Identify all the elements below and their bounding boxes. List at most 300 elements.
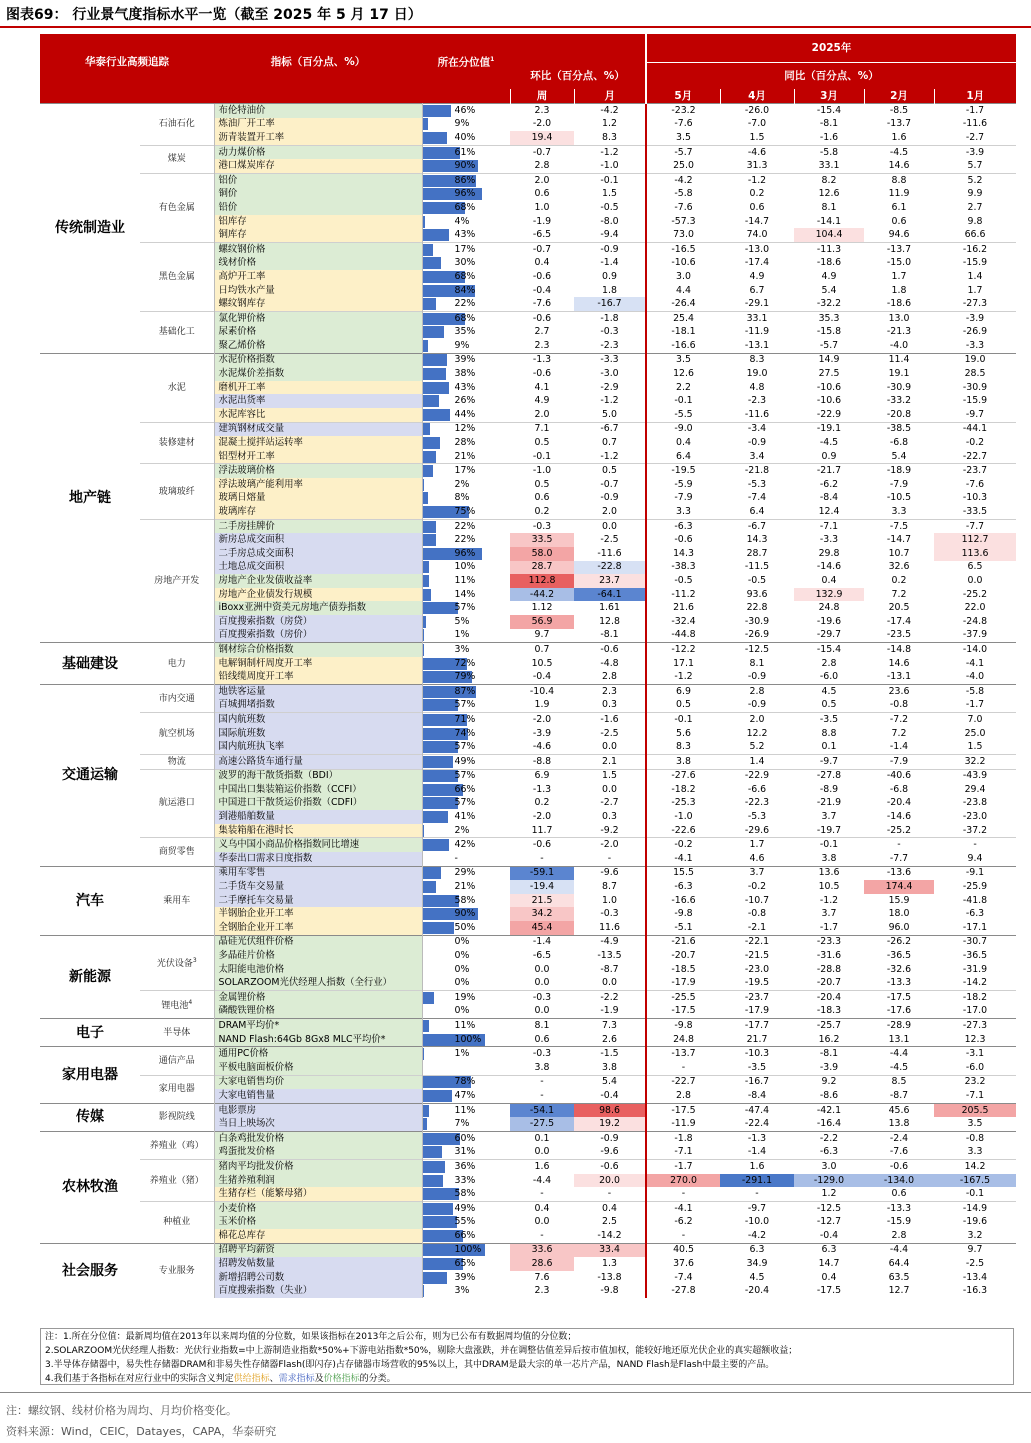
indicator-name: NAND Flash:64Gb 8Gx8 MLC平均价* — [214, 1033, 422, 1047]
month-change: 0.4 — [574, 1201, 646, 1215]
month-change: 8.3 — [602, 131, 617, 143]
percentile-bar — [423, 548, 511, 560]
percentile-bar — [423, 147, 511, 159]
table-body — [40, 104, 1016, 1299]
yoy-mar: 33.1 — [818, 160, 840, 172]
yoy-feb: 12.7 — [888, 1285, 910, 1297]
yoy-apr: -3.5 — [747, 1061, 767, 1073]
percentile-bar — [423, 534, 511, 546]
header-month-mar: 3月 — [794, 89, 864, 104]
yoy-feb: 7.2 — [891, 727, 907, 739]
percentile-value: 21% — [454, 450, 476, 462]
week-change: 0.0 — [534, 963, 550, 975]
percentile-value: 4% — [454, 215, 470, 227]
percentile-value: 38% — [454, 368, 476, 380]
yoy-feb: 18.0 — [888, 908, 910, 920]
yoy-may: -9.8 — [646, 1019, 720, 1033]
yoy-apr: -29.6 — [744, 824, 770, 836]
week-change: 58.0 — [510, 547, 574, 561]
yoy-may: 4.4 — [646, 284, 720, 298]
yoy-feb: -33.2 — [886, 395, 912, 407]
week-change: - — [510, 1075, 574, 1089]
percentile-value: 3% — [454, 1285, 470, 1297]
percentile-fill — [423, 465, 434, 477]
yoy-may: 73.0 — [646, 228, 720, 242]
yoy-mar: -129.0 — [794, 1174, 864, 1188]
percentile-value: 0% — [454, 936, 470, 948]
yoy-feb: -20.4 — [886, 797, 912, 809]
yoy-mar: 3.7 — [821, 811, 837, 823]
legend-supply: 供给指标 — [233, 1374, 270, 1384]
group-name: 煤炭 — [167, 154, 186, 165]
percentile-cell — [422, 1229, 510, 1243]
percentile-fill — [423, 382, 450, 394]
yoy-apr: -22.1 — [720, 935, 794, 949]
section-label: 基础建设 — [40, 643, 140, 685]
yoy-may: -9.0 — [646, 422, 720, 436]
percentile-value: 41% — [454, 811, 476, 823]
percentile-bar — [423, 229, 511, 241]
yoy-feb: 20.5 — [888, 602, 910, 614]
percentile-bar — [423, 895, 511, 907]
table-row — [40, 464, 1016, 478]
week-change: 28.7 — [510, 561, 574, 575]
yoy-feb: 1.6 — [891, 131, 907, 143]
table-row — [40, 1243, 1016, 1257]
week-change: 2.8 — [534, 160, 550, 172]
yoy-may: -57.3 — [646, 215, 720, 229]
month-change: -1.5 — [574, 1047, 646, 1061]
month-change: - — [607, 1188, 612, 1200]
percentile-bar — [423, 741, 511, 753]
week-change: 0.6 — [534, 492, 550, 504]
week-change: -0.6 — [510, 311, 574, 325]
percentile-bar — [423, 175, 511, 187]
percentile-value: 22% — [454, 520, 476, 532]
percentile-fill — [423, 1188, 459, 1200]
percentile-value: 66% — [454, 1229, 476, 1241]
percentile-value: 1% — [454, 1048, 470, 1060]
yoy-apr: 19.0 — [746, 368, 768, 380]
month-change: -4.8 — [600, 657, 619, 669]
percentile-value: 9% — [454, 118, 470, 130]
percentile-bar — [423, 686, 511, 698]
yoy-apr: -0.9 — [747, 437, 767, 449]
percentile-bar — [423, 382, 511, 394]
group-label — [140, 991, 214, 1019]
group-name: 商贸零售 — [158, 847, 195, 858]
yoy-may: 12.6 — [646, 367, 720, 381]
percentile-value: 90% — [454, 908, 476, 920]
percentile-cell — [422, 492, 510, 506]
percentile-fill — [423, 770, 458, 782]
yoy-jan: -27.3 — [934, 1019, 1016, 1033]
percentile-bar — [423, 1258, 511, 1270]
percentile-cell — [422, 201, 510, 215]
yoy-apr: -4.2 — [747, 1229, 767, 1241]
yoy-apr: -26.0 — [720, 104, 794, 118]
week-change: -1.3 — [510, 353, 574, 367]
percentile-value: 87% — [454, 685, 476, 697]
percentile-cell — [422, 1174, 510, 1188]
yoy-jan: 9.7 — [934, 1243, 1016, 1257]
percentile-cell — [422, 173, 510, 187]
percentile-value: 14% — [454, 588, 476, 600]
indicator-name: 百度搜索指数（房价） — [214, 629, 422, 643]
header-indicator: 指标（百分点、%） — [214, 34, 422, 89]
percentile-bar — [423, 313, 511, 325]
yoy-jan: -3.9 — [934, 311, 1016, 325]
yoy-feb: -13.7 — [886, 118, 912, 130]
table-row — [40, 422, 1016, 436]
indicator-name: 全钢胎企业开工率 — [214, 921, 422, 935]
percentile-fill — [423, 423, 430, 435]
yoy-jan: -14.0 — [934, 643, 1016, 657]
indicator-name: 新房总成交面积 — [214, 533, 422, 547]
yoy-mar: -21.9 — [816, 797, 842, 809]
percentile-value: 57% — [454, 797, 476, 809]
percentile-value: 65% — [454, 1258, 476, 1270]
yoy-may: -0.6 — [646, 533, 720, 547]
section-label: 汽车 — [40, 866, 140, 935]
percentile-cell — [422, 561, 510, 575]
yoy-feb: -4.5 — [864, 145, 934, 159]
percentile-fill — [423, 105, 452, 117]
yoy-mar: -17.5 — [816, 1285, 842, 1297]
indicator-name: 集装箱船在港时长 — [214, 824, 422, 838]
yoy-jan: 29.4 — [964, 783, 986, 795]
percentile-cell — [422, 1089, 510, 1103]
yoy-may: -44.8 — [646, 629, 720, 643]
percentile-value: 11% — [454, 1104, 476, 1116]
group-label — [140, 311, 214, 353]
yoy-apr: -9.7 — [720, 1201, 794, 1215]
percentile-value: 49% — [454, 1202, 476, 1214]
percentile-value: 55% — [454, 1216, 476, 1228]
indicator-name: 电解铜制杆周度开工率 — [214, 657, 422, 671]
yoy-mar: -0.4 — [819, 1229, 839, 1241]
yoy-apr: 2.8 — [720, 684, 794, 698]
percentile-fill — [423, 1146, 442, 1158]
week-change: 11.7 — [531, 824, 553, 836]
percentile-value: 42% — [454, 839, 476, 851]
group-label — [140, 422, 214, 464]
yoy-jan: -3.1 — [934, 1047, 1016, 1061]
yoy-mar: -19.6 — [816, 615, 842, 627]
indicator-name: 百度搜索指数（房贷） — [214, 615, 422, 629]
yoy-may: 24.8 — [646, 1033, 720, 1047]
percentile-value: 39% — [454, 1271, 476, 1283]
percentile-bar — [423, 714, 511, 726]
yoy-apr: -10.0 — [744, 1216, 770, 1228]
yoy-mar: 4.9 — [821, 270, 837, 282]
percentile-value: 2% — [454, 824, 470, 836]
indicator-name: 二手货车交易量 — [214, 880, 422, 894]
yoy-mar: 4.5 — [794, 684, 864, 698]
yoy-jan: -30.9 — [962, 381, 988, 393]
indicator-name: 土地总成交面积 — [214, 561, 422, 575]
yoy-jan: -14.2 — [962, 977, 988, 989]
yoy-feb: -17.5 — [864, 991, 934, 1005]
yoy-apr: -22.9 — [720, 769, 794, 783]
percentile-value: 72% — [454, 657, 476, 669]
group-name: 市内交通 — [158, 693, 195, 704]
yoy-jan: -24.8 — [962, 615, 988, 627]
indicator-name: 百度搜索指数（失业） — [214, 1284, 422, 1298]
yoy-may: 15.5 — [646, 866, 720, 880]
yoy-feb: 45.6 — [864, 1103, 934, 1117]
month-change: -1.8 — [574, 311, 646, 325]
yoy-apr: -0.9 — [747, 671, 767, 683]
indicator-name: 港口煤炭库存 — [214, 159, 422, 173]
week-change: 33.6 — [510, 1243, 574, 1257]
group-label — [140, 1019, 214, 1047]
yoy-mar: -1.6 — [819, 131, 839, 143]
month-change: -2.3 — [600, 339, 619, 351]
percentile-value: 58% — [454, 894, 476, 906]
yoy-mar: -20.4 — [794, 991, 864, 1005]
yoy-mar: 12.4 — [818, 506, 840, 518]
percentile-bar — [423, 575, 511, 587]
yoy-may: -6.2 — [646, 1216, 720, 1230]
percentile-cell — [422, 505, 510, 519]
percentile-cell — [422, 1131, 510, 1145]
percentile-fill — [423, 244, 434, 256]
yoy-apr: -5.3 — [747, 811, 767, 823]
indicator-name: 白条鸡批发价格 — [214, 1131, 422, 1145]
yoy-jan: 9.8 — [967, 215, 983, 227]
indicator-name: 建筑钢材成交量 — [214, 422, 422, 436]
month-change: 19.2 — [574, 1117, 646, 1131]
percentile-fill — [423, 825, 424, 837]
month-change: 2.1 — [574, 754, 646, 769]
percentile-value: 60% — [454, 1132, 476, 1144]
yoy-jan: -3.3 — [965, 339, 985, 351]
month-change: -11.6 — [597, 547, 622, 559]
header-month-apr: 4月 — [720, 89, 794, 104]
group-name: 种植业 — [163, 1217, 191, 1228]
yoy-jan: -44.1 — [934, 422, 1016, 436]
month-change: -9.6 — [574, 866, 646, 880]
indicator-name: 混凝土搅拌站运转率 — [214, 436, 422, 450]
week-change: -0.6 — [532, 270, 552, 282]
percentile-fill — [423, 1090, 452, 1102]
yoy-mar: -19.1 — [794, 422, 864, 436]
month-change: -1.2 — [574, 145, 646, 159]
week-change: -8.8 — [510, 754, 574, 769]
yoy-jan: 1.5 — [967, 741, 983, 753]
percentile-bar — [423, 118, 511, 130]
percentile-value: 86% — [454, 174, 476, 186]
week-change: -1.0 — [510, 464, 574, 478]
week-change: - — [540, 852, 544, 864]
yoy-jan: -41.8 — [962, 894, 988, 906]
percentile-cell — [422, 615, 510, 629]
yoy-feb: 14.6 — [888, 657, 910, 669]
month-change: -9.6 — [600, 1146, 619, 1158]
yoy-feb: -30.9 — [886, 381, 912, 393]
percentile-value: 8% — [454, 492, 470, 504]
indicator-name: 到港船舶数量 — [214, 810, 422, 824]
yoy-apr: 21.7 — [746, 1033, 768, 1045]
yoy-feb: -10.5 — [886, 492, 912, 504]
percentile-cell — [422, 797, 510, 811]
percentile-bar — [423, 451, 511, 463]
yoy-feb: -0.6 — [864, 1160, 934, 1174]
yoy-mar: -20.7 — [816, 977, 842, 989]
month-change: -8.7 — [600, 963, 619, 975]
percentile-value: 0% — [454, 963, 470, 975]
percentile-value: 12% — [454, 423, 476, 435]
percentile-cell — [422, 810, 510, 824]
yoy-apr: -10.7 — [744, 894, 770, 906]
indicator-name: 半钢胎企业开工率 — [214, 907, 422, 921]
indicator-name: 金属锂价格 — [214, 991, 422, 1005]
percentile-fill — [423, 1175, 444, 1187]
percentile-value: 11% — [454, 574, 476, 586]
group-name: 影视院线 — [158, 1112, 195, 1123]
week-change: 33.5 — [510, 533, 574, 547]
yoy-apr: -16.7 — [720, 1075, 794, 1089]
yoy-mar: 0.9 — [821, 450, 837, 462]
yoy-may: -10.6 — [646, 257, 720, 271]
yoy-may: 6.4 — [646, 450, 720, 464]
indicator-name: 波罗的海干散货指数（BDI） — [214, 769, 422, 783]
percentile-bar — [423, 409, 511, 421]
percentile-bar — [423, 257, 511, 269]
percentile-value: 33% — [454, 1174, 476, 1186]
week-change: -4.4 — [532, 1174, 552, 1186]
group-name: 航空机场 — [158, 728, 195, 739]
yoy-apr: -10.3 — [720, 1047, 794, 1061]
yoy-feb: -15.9 — [886, 1216, 912, 1228]
yoy-feb: 63.5 — [888, 1271, 910, 1283]
month-change: 2.5 — [602, 1216, 617, 1228]
group-name: 石油石化 — [158, 119, 195, 130]
yoy-jan: -37.2 — [962, 824, 988, 836]
yoy-apr: -17.4 — [744, 257, 770, 269]
percentile-value: 22% — [454, 534, 476, 546]
yoy-apr: 3.7 — [720, 866, 794, 880]
yoy-jan: -2.7 — [965, 131, 985, 143]
percentile-fill — [423, 326, 445, 338]
yoy-feb: -8.5 — [864, 104, 934, 118]
table-row — [40, 1019, 1016, 1033]
week-change: -1.3 — [532, 783, 552, 795]
percentile-cell — [422, 727, 510, 741]
yoy-jan: -27.3 — [962, 298, 988, 310]
month-change: 1.5 — [574, 769, 646, 783]
week-change: 1.6 — [510, 1160, 574, 1174]
yoy-feb: 7.2 — [891, 588, 907, 600]
percentile-fill — [423, 741, 458, 753]
yoy-feb: -4.0 — [889, 339, 909, 351]
yoy-mar: -5.7 — [819, 339, 839, 351]
percentile-value: 7% — [454, 1118, 470, 1130]
month-change: -4.2 — [574, 104, 646, 118]
percentile-fill — [423, 992, 435, 1004]
percentile-bar — [423, 1203, 511, 1215]
table-row — [40, 1047, 1016, 1061]
month-change: -3.0 — [600, 368, 619, 380]
indicator-name: 多晶硅片价格 — [214, 949, 422, 963]
percentile-cell — [422, 921, 510, 935]
percentile-fill — [423, 1020, 430, 1032]
yoy-may: -17.9 — [646, 976, 720, 990]
week-change: 0.2 — [534, 506, 550, 518]
yoy-may: -23.2 — [646, 104, 720, 118]
yoy-mar: -7.1 — [794, 519, 864, 533]
yoy-may: 14.3 — [646, 547, 720, 561]
percentile-cell — [422, 629, 510, 643]
month-change: - — [607, 852, 612, 864]
percentile-cell — [422, 907, 510, 921]
month-change: 5.0 — [602, 408, 617, 420]
yoy-may: 0.5 — [646, 699, 720, 713]
percentile-bar — [423, 728, 511, 740]
month-change: -0.4 — [600, 1089, 619, 1101]
indicator-name: 中国出口集装箱运价指数（CCFI） — [214, 783, 422, 797]
month-change: -1.0 — [600, 160, 619, 172]
month-change: -2.7 — [600, 797, 619, 809]
yoy-may: 3.3 — [646, 505, 720, 519]
yoy-jan: 9.9 — [967, 188, 983, 200]
yoy-jan: -7.6 — [965, 478, 985, 490]
yoy-mar: 29.8 — [818, 547, 840, 559]
percentile-cell — [422, 367, 510, 381]
table-row — [40, 1131, 1016, 1145]
yoy-feb: -7.5 — [864, 519, 934, 533]
group-label — [140, 242, 214, 311]
week-change: 1.0 — [534, 201, 550, 213]
yoy-apr: -13.0 — [720, 242, 794, 256]
week-change: 0.5 — [534, 437, 550, 449]
percentile-bar — [423, 1048, 511, 1060]
week-change: 45.4 — [510, 921, 574, 935]
group-name: 养殖业（猪） — [149, 1175, 204, 1186]
group-label — [140, 769, 214, 838]
month-change: 0.0 — [574, 519, 646, 533]
yoy-feb: 6.1 — [891, 201, 907, 213]
percentile-bar — [423, 1005, 511, 1017]
yoy-may: -16.6 — [646, 339, 720, 353]
percentile-cell — [422, 104, 510, 118]
group-name: 基础化工 — [158, 327, 195, 338]
yoy-may: 3.8 — [646, 754, 720, 769]
yoy-feb: 1.7 — [891, 270, 907, 282]
header-month-feb: 2月 — [864, 89, 934, 104]
yoy-may: -22.6 — [646, 824, 720, 838]
group-name: 通信产品 — [158, 1055, 195, 1066]
month-change: -1.2 — [600, 450, 619, 462]
month-change: -9.4 — [600, 229, 619, 241]
percentile-cell — [422, 824, 510, 838]
yoy-jan: -25.9 — [962, 881, 988, 893]
percentile-value: 39% — [454, 354, 476, 366]
yoy-may: -5.8 — [646, 188, 720, 202]
week-change: -1.4 — [510, 935, 574, 949]
percentile-fill — [423, 1203, 453, 1215]
percentile-fill — [423, 811, 448, 823]
yoy-apr: 4.5 — [749, 1271, 765, 1283]
percentile-fill — [423, 644, 425, 656]
yoy-may: 2.8 — [646, 1089, 720, 1103]
yoy-may: -18.5 — [646, 963, 720, 977]
indicator-name: 铅线缆周度开工率 — [214, 670, 422, 684]
group-name: 乘用车 — [163, 895, 191, 906]
yoy-apr: -1.3 — [720, 1131, 794, 1145]
yoy-apr: 5.2 — [749, 741, 765, 753]
